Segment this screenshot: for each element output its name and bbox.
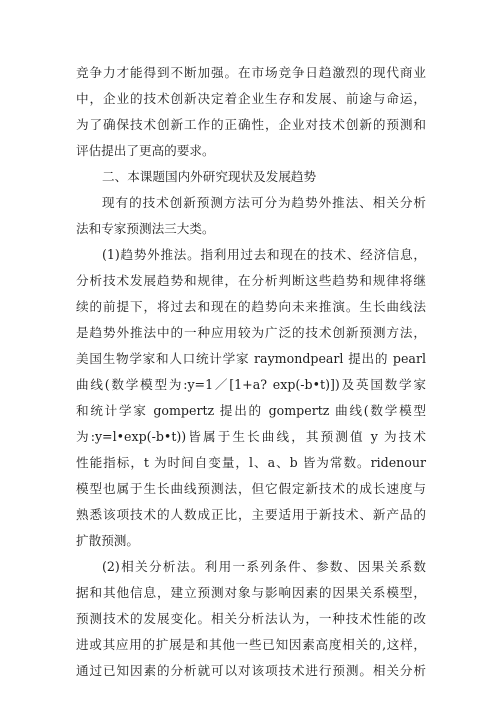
text-line: 法和专家预测法三大类。 xyxy=(76,221,215,236)
text-line: 通过已知因素的分析就可以对该项技术进行预测。相关分析 xyxy=(76,663,426,678)
section-heading: 二、本课题国内外研究现状及发展趋势 xyxy=(102,169,317,184)
text-line: 美国生物学家和人口统计学家 raymondpearl 提出的 pearl xyxy=(76,351,426,366)
text-line: 为:y=l•exp(-b•t))皆属于生长曲线，其预测值 y 为技术 xyxy=(76,429,426,444)
text-line: 分析技术发展趋势和规律，在分析判断这些趋势和规律将继 xyxy=(76,273,426,288)
text-line: 为了确保技术创新工作的正确性，企业对技术创新的预测和 xyxy=(76,117,426,132)
text-line: 和统计学家 gompertz 提出的 gompertz 曲线(数学模型 xyxy=(76,403,426,418)
text-line: 中，企业的技术创新决定着企业生存和发展、前途与命运， xyxy=(76,91,426,106)
text-line: 性能指标，t 为时间自变量，l、a、b 皆为常数。ridenour xyxy=(76,455,426,470)
text-line: 续的前提下，将过去和现在的趋势向未来推演。生长曲线法 xyxy=(76,299,426,314)
text-line: 据和其他信息，建立预测对象与影响因素的因果关系模型， xyxy=(76,585,426,600)
text-line: (1)趋势外推法。指利用过去和现在的技术、经济信息， xyxy=(102,247,426,262)
text-line: 模型也属于生长曲线预测法，但它假定新技术的成长速度与 xyxy=(76,481,426,496)
text-line: 曲线(数学模型为:y=1／[1+a? exp(-b•t)])及英国数学家 xyxy=(76,377,426,392)
text-line: 竞争力才能得到不断加强。在市场竞争日趋激烈的现代商业 xyxy=(76,65,426,80)
text-line: 进或其应用的扩展是和其他一些已知因素高度相关的,这样， xyxy=(76,637,426,652)
text-line: 评估提出了更高的要求。 xyxy=(76,143,215,158)
text-line: 现有的技术创新预测方法可分为趋势外推法、相关分析 xyxy=(102,195,426,210)
text-line: 是趋势外推法中的一种应用较为广泛的技术创新预测方法， xyxy=(76,325,426,340)
text-line: 扩散预测。 xyxy=(76,533,139,548)
text-line: 熟悉该项技术的人数成正比，主要适用于新技术、新产品的 xyxy=(76,507,426,522)
text-line: (2)相关分析法。利用一系列条件、参数、因果关系数 xyxy=(102,559,426,574)
text-line: 预测技术的发展变化。相关分析法认为，一种技术性能的改 xyxy=(76,611,426,626)
